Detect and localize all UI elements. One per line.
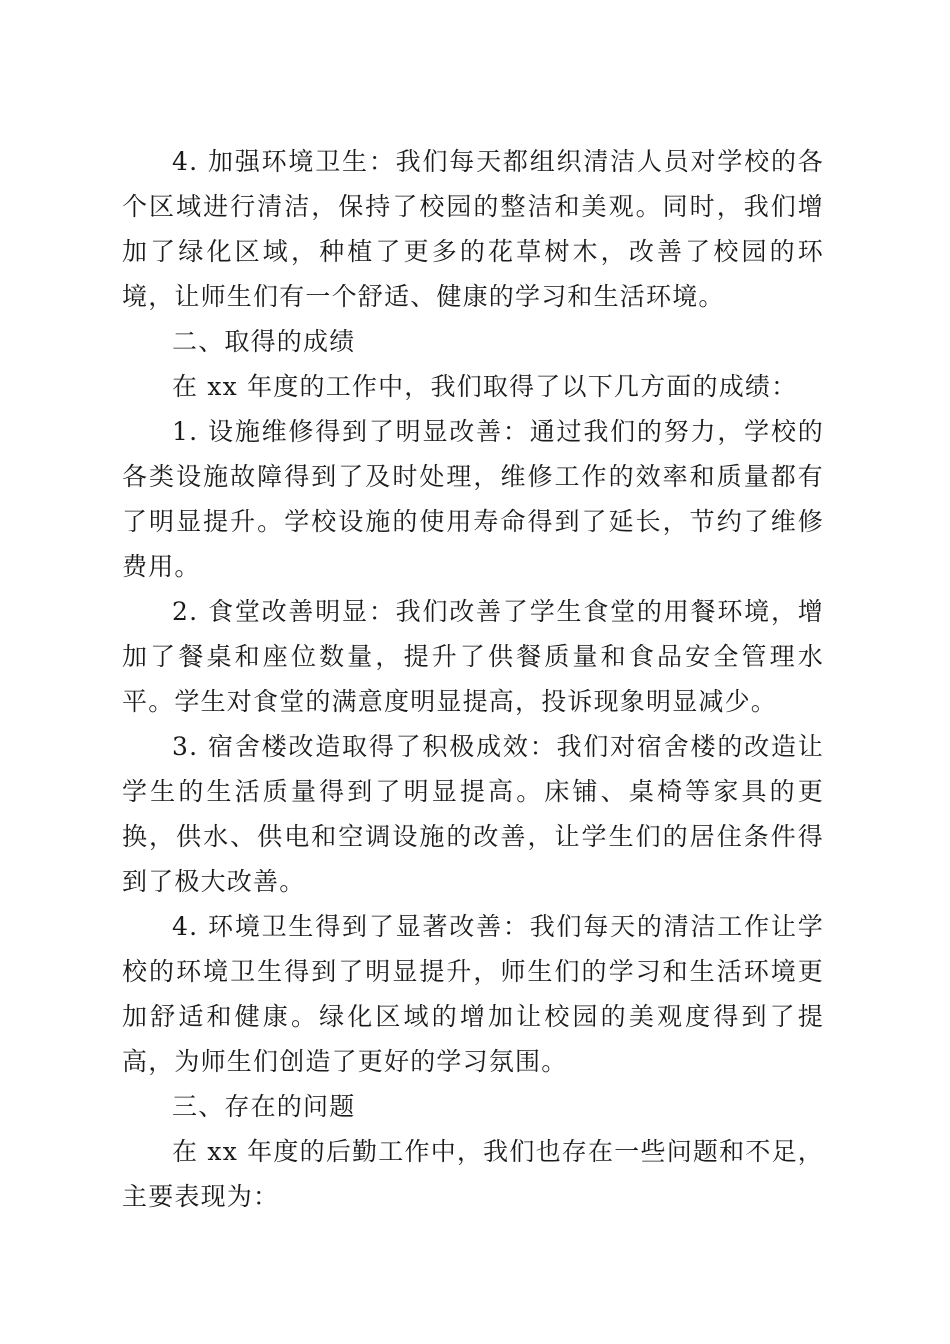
paragraph-facility-maintenance: 1. 设施维修得到了明显改善：通过我们的努力，学校的各类设施故障得到了及时处理，维修工作的效率和质量都有了明显提升。学校设施的使用寿命得到了延长，节约了维修费用。 [122, 417, 824, 581]
paragraph-problems-intro: 在 xx 年度的后勤工作中，我们也存在一些问题和不足，主要表现为： [122, 1137, 824, 1211]
document-page [122, 139, 824, 1219]
paragraph-environment-hygiene: 4. 加强环境卫生：我们每天都组织清洁人员对学校的各个区域进行清洁，保持了校园的整洁和美观。同时，我们增加了绿化区域，种植了更多的花草树木，改善了校园的环境，让师生们有一个舒适、健康的学习和生活环境。 [122, 147, 824, 311]
paragraph-canteen-improvement: 2. 食堂改善明显：我们改善了学生食堂的用餐环境，增加了餐桌和座位数量，提升了供餐质量和食品安全管理水平。学生对食堂的满意度明显提高，投诉现象明显减少。 [122, 597, 824, 716]
section-heading-problems: 三、存在的问题 [172, 1092, 356, 1121]
paragraph-dormitory-renovation: 3. 宿舍楼改造取得了积极成效：我们对宿舍楼的改造让学生的生活质量得到了明显提高。床铺、桌椅等家具的更换，供水、供电和空调设施的改善，让学生们的居住条件得到了极大改善。 [122, 732, 824, 896]
paragraph-achievements-intro: 在 xx 年度的工作中，我们取得了以下几方面的成绩： [172, 372, 798, 401]
section-heading-achievements: 二、取得的成绩 [172, 327, 356, 356]
paragraph-environment-improvement: 4. 环境卫生得到了显著改善：我们每天的清洁工作让学校的环境卫生得到了明显提升，师生们的学习和生活环境更加舒适和健康。绿化区域的增加让校园的美观度得到了提高，为师生们创造了更好的学习氛围。 [122, 912, 824, 1076]
